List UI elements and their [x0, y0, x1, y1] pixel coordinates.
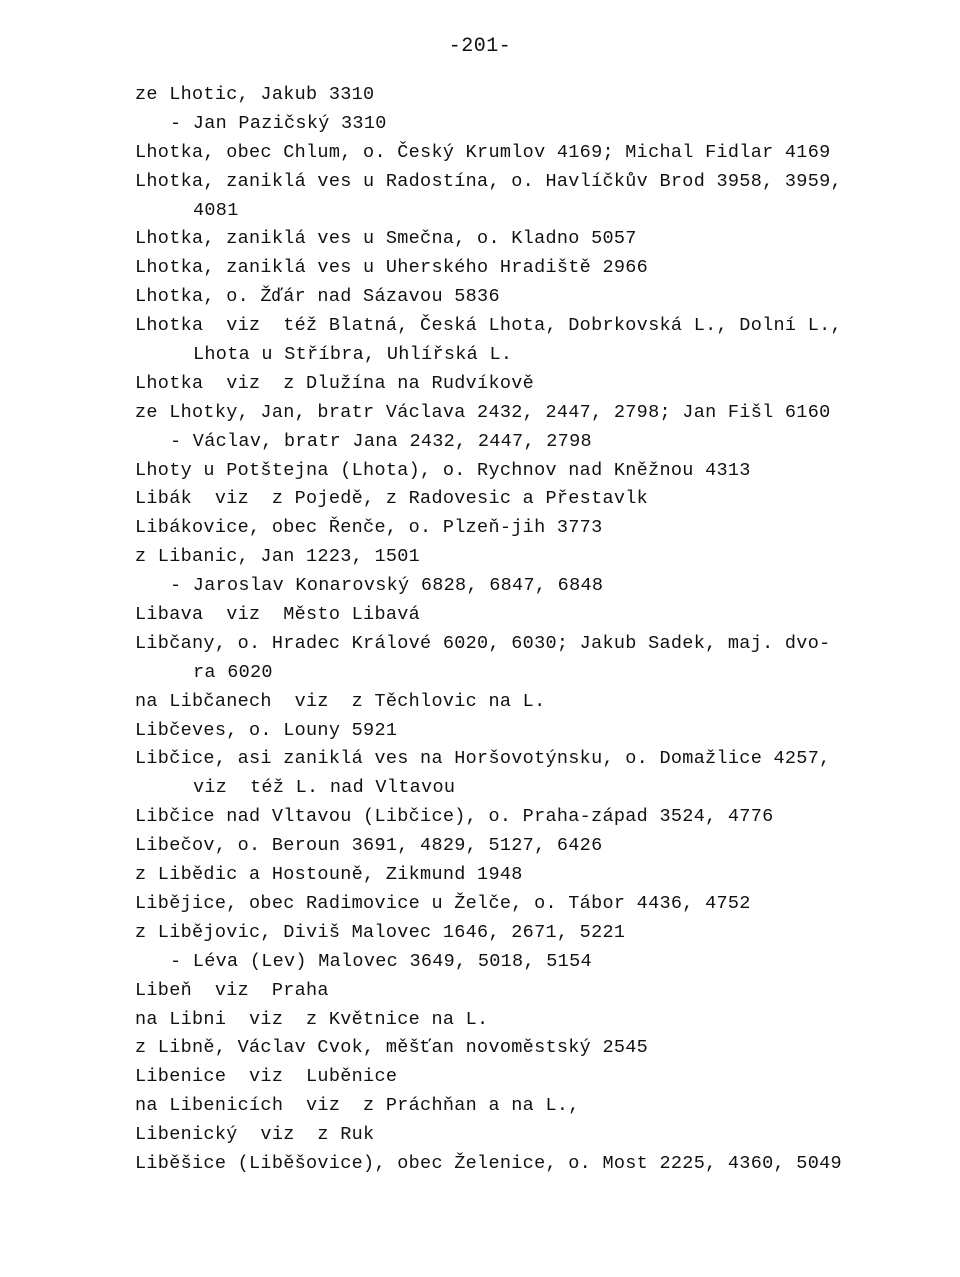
index-line: Libeň viz Praha — [135, 979, 329, 1001]
index-line: Lhotka viz z Dlužína na Rudvíkově — [135, 372, 535, 394]
index-line: Liběšice (Liběšovice), obec Želenice, o. Most 2225, 4360, 5049 — [135, 1152, 842, 1174]
index-line: Lhota u Stříbra, Uhlířská L. — [193, 344, 513, 366]
index-line: ze Lhotic, Jakub 3310 — [135, 84, 375, 105]
index-line: Lhotka, obec Chlum, o. Český Krumlov 4169; Michal Fidlar 4169 — [135, 141, 831, 163]
index-line: Libák viz z Pojedě, z Radovesic a Přestavlk — [135, 488, 649, 510]
index-line: Libečov, o. Beroun 3691, 4829, 5127, 6426 — [135, 835, 603, 857]
index-line: Lhotka, o. Žďár nad Sázavou 5836 — [135, 286, 500, 308]
index-line: z Libědic a Hostouně, Zikmund 1948 — [135, 864, 523, 886]
index-line: Libčany, o. Hradec Králové 6020, 6030; Jakub Sadek, maj. dvo- — [135, 632, 831, 654]
index-line: Lhotka, zaniklá ves u Radostína, o. Havlíčkův Brod 3958, 3959, — [135, 170, 842, 192]
index-line: z Libně, Václav Cvok, měšťan novoměstský 2545 — [135, 1037, 649, 1059]
index-line: Lhoty u Potštejna (Lhota), o. Rychnov nad Kněžnou 4313 — [135, 459, 751, 481]
index-line: - Václav, bratr Jana 2432, 2447, 2798 — [170, 430, 592, 452]
index-line: z Libějovic, Diviš Malovec 1646, 2671, 5221 — [135, 921, 626, 943]
index-line: Libenice viz Luběnice — [135, 1066, 398, 1088]
index-line: na Libčanech viz z Těchlovic na L. — [135, 690, 546, 712]
index-line: - Jan Pazičský 3310 — [170, 112, 387, 134]
index-line: - Léva (Lev) Malovec 3649, 5018, 5154 — [170, 950, 592, 972]
index-line: ra 6020 — [193, 661, 273, 683]
index-line: Libenický viz z Ruk — [135, 1124, 375, 1146]
index-line: ze Lhotky, Jan, bratr Václava 2432, 2447, 2798; Jan Fišl 6160 — [135, 401, 831, 423]
index-entries — [135, 81, 875, 1179]
index-line: Libčice, asi zaniklá ves na Horšovotýnsku, o. Domažlice 4257, — [135, 748, 831, 770]
index-line: - Jaroslav Konarovský 6828, 6847, 6848 — [170, 575, 604, 597]
index-line: Libava viz Město Libavá — [135, 604, 421, 626]
index-line: 4081 — [193, 199, 239, 221]
index-line: Lhotka, zaniklá ves u Smečna, o. Kladno 5057 — [135, 228, 637, 250]
index-line: na Libenicích viz z Práchňan a na L., — [135, 1095, 580, 1117]
index-line: Lhotka, zaniklá ves u Uherského Hradiště 2966 — [135, 257, 649, 279]
index-line: z Libanic, Jan 1223, 1501 — [135, 546, 421, 568]
index-line: Libákovice, obec Řenče, o. Plzeň-jih 3773 — [135, 517, 603, 539]
page-number: -201- — [448, 35, 512, 58]
index-line: Libčeves, o. Louny 5921 — [135, 719, 398, 741]
index-line: Libějice, obec Radimovice u Želče, o. Tábor 4436, 4752 — [135, 892, 751, 914]
index-line: viz též L. nad Vltavou — [193, 777, 456, 799]
index-line: na Libni viz z Květnice na L. — [135, 1008, 489, 1030]
index-line: Libčice nad Vltavou (Libčice), o. Praha-západ 3524, 4776 — [135, 806, 774, 828]
index-line: Lhotka viz též Blatná, Česká Lhota, Dobrkovská L., Dolní L., — [135, 315, 842, 337]
